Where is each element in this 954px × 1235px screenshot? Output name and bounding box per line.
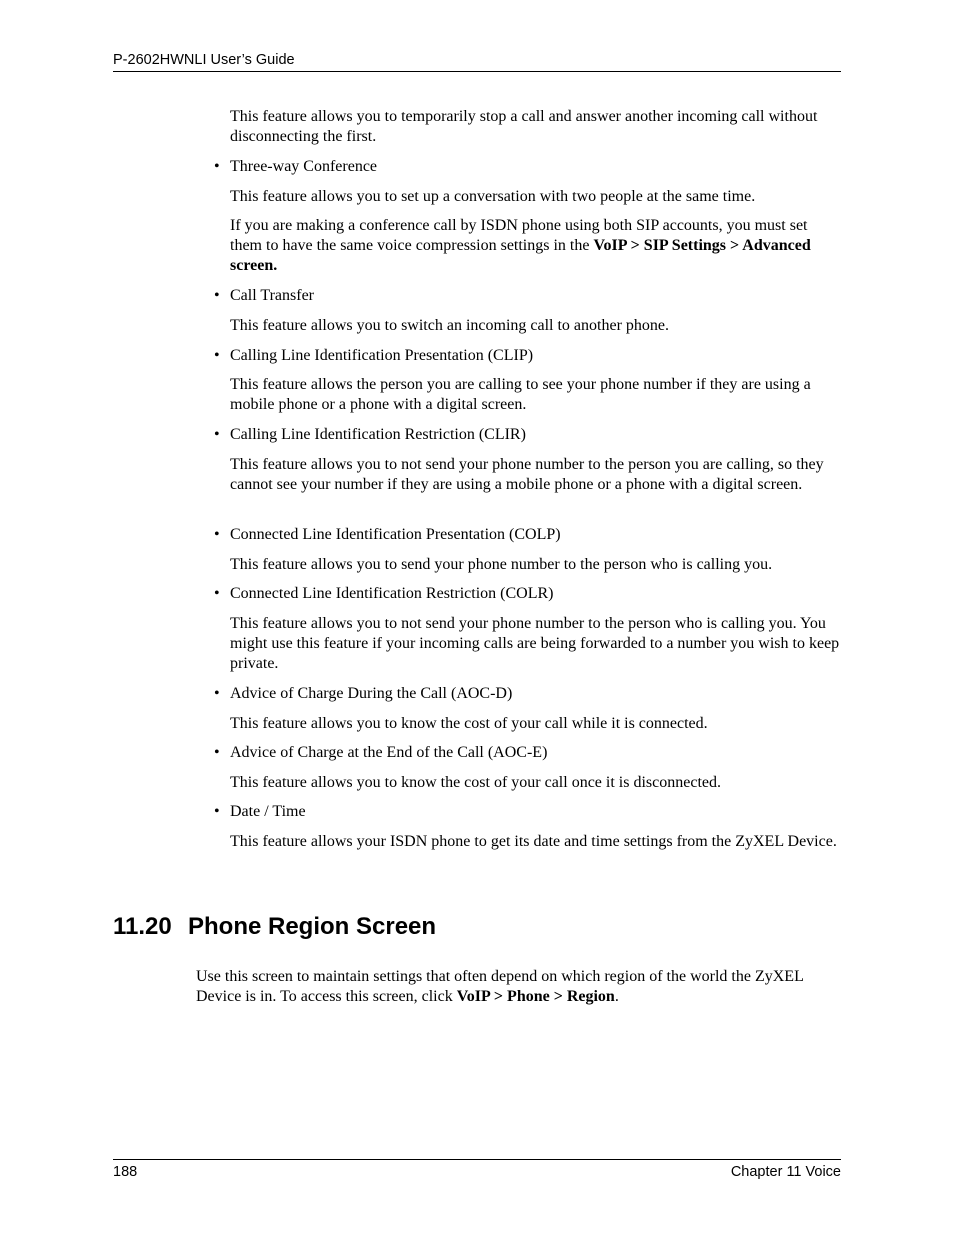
guide-title: P-2602HWNLI User’s Guide	[113, 52, 295, 68]
conference-note-text: If you are making a conference call by ISDN phone using both SIP accounts, you must set them to have the same voice compression settings in the	[230, 217, 808, 255]
page-footer	[113, 1159, 841, 1180]
bullet-label: Connected Line Identification Presentation (COLP)	[230, 526, 561, 543]
bullet-icon: •	[214, 347, 220, 364]
bullet-label: Call Transfer	[230, 287, 314, 304]
page-number: 188	[113, 1164, 138, 1180]
paragraph-conference-note	[230, 216, 842, 277]
paragraph-colp: This feature allows you to send your phone number to the person who is calling you.	[230, 556, 773, 573]
paragraph-call-hold: This feature allows you to temporarily stop a call and answer another incoming call without disconnecting the first.	[230, 108, 818, 146]
intro-text: Use this screen to maintain settings that often depend on which region of the world the ZyXEL Device is in. To access this screen, click	[196, 968, 804, 1006]
bullet-label: Advice of Charge During the Call (AOC-D)	[230, 685, 513, 702]
bullet-label: Date / Time	[230, 803, 306, 820]
bullet-icon: •	[214, 744, 220, 761]
paragraph-clip: This feature allows the person you are calling to see your phone number if they are using a mobile phone or a phone with a digital screen.	[230, 376, 811, 414]
page-header	[113, 51, 841, 72]
bullet-icon: •	[214, 585, 220, 602]
bullet-label: Calling Line Identification Presentation (CLIP)	[230, 347, 534, 364]
section-intro	[196, 967, 842, 1007]
bullet-label: Advice of Charge at the End of the Call (AOC-E)	[230, 744, 548, 761]
intro-end: .	[614, 988, 619, 1006]
bullet-icon: •	[214, 287, 220, 304]
paragraph-aoc-e: This feature allows you to know the cost of your call once it is disconnected.	[230, 774, 721, 791]
bullet-icon: •	[214, 158, 220, 175]
bullet-icon: •	[214, 426, 220, 443]
bullet-label: Connected Line Identification Restriction (COLR)	[230, 585, 554, 602]
section-title: Phone Region Screen	[188, 913, 437, 940]
paragraph-aoc-d: This feature allows you to know the cost of your call while it is connected.	[230, 715, 708, 732]
bullet-icon: •	[214, 526, 220, 543]
bullet-icon: •	[214, 803, 220, 820]
paragraph-clir: This feature allows you to not send your phone number to the person you are calling, so they cannot see your number if they are using a mobile phone or a phone with a digital screen.	[230, 456, 824, 494]
bullet-icon: •	[214, 685, 220, 702]
bullet-label: Calling Line Identification Restriction (CLIR)	[230, 426, 526, 443]
paragraph-conference: This feature allows you to set up a conversation with two people at the same time.	[230, 188, 756, 205]
conference-note-menu-path: VoIP > SIP Settings > Advanced screen.	[230, 237, 811, 275]
bullet-label: Three-way Conference	[230, 158, 378, 175]
intro-menu-path: VoIP > Phone > Region	[456, 988, 615, 1006]
paragraph-call-transfer: This feature allows you to switch an incoming call to another phone.	[230, 317, 669, 334]
section-number: 11.20	[113, 913, 172, 940]
paragraph-date-time: This feature allows your ISDN phone to get its date and time settings from the ZyXEL Device.	[230, 833, 837, 850]
section-heading	[113, 912, 436, 942]
paragraph-colr: This feature allows you to not send your phone number to the person who is calling you. You might use this feature if your incoming calls are being forwarded to a number you wish to keep private.	[230, 615, 840, 673]
chapter-label: Chapter 11 Voice	[730, 1164, 841, 1180]
